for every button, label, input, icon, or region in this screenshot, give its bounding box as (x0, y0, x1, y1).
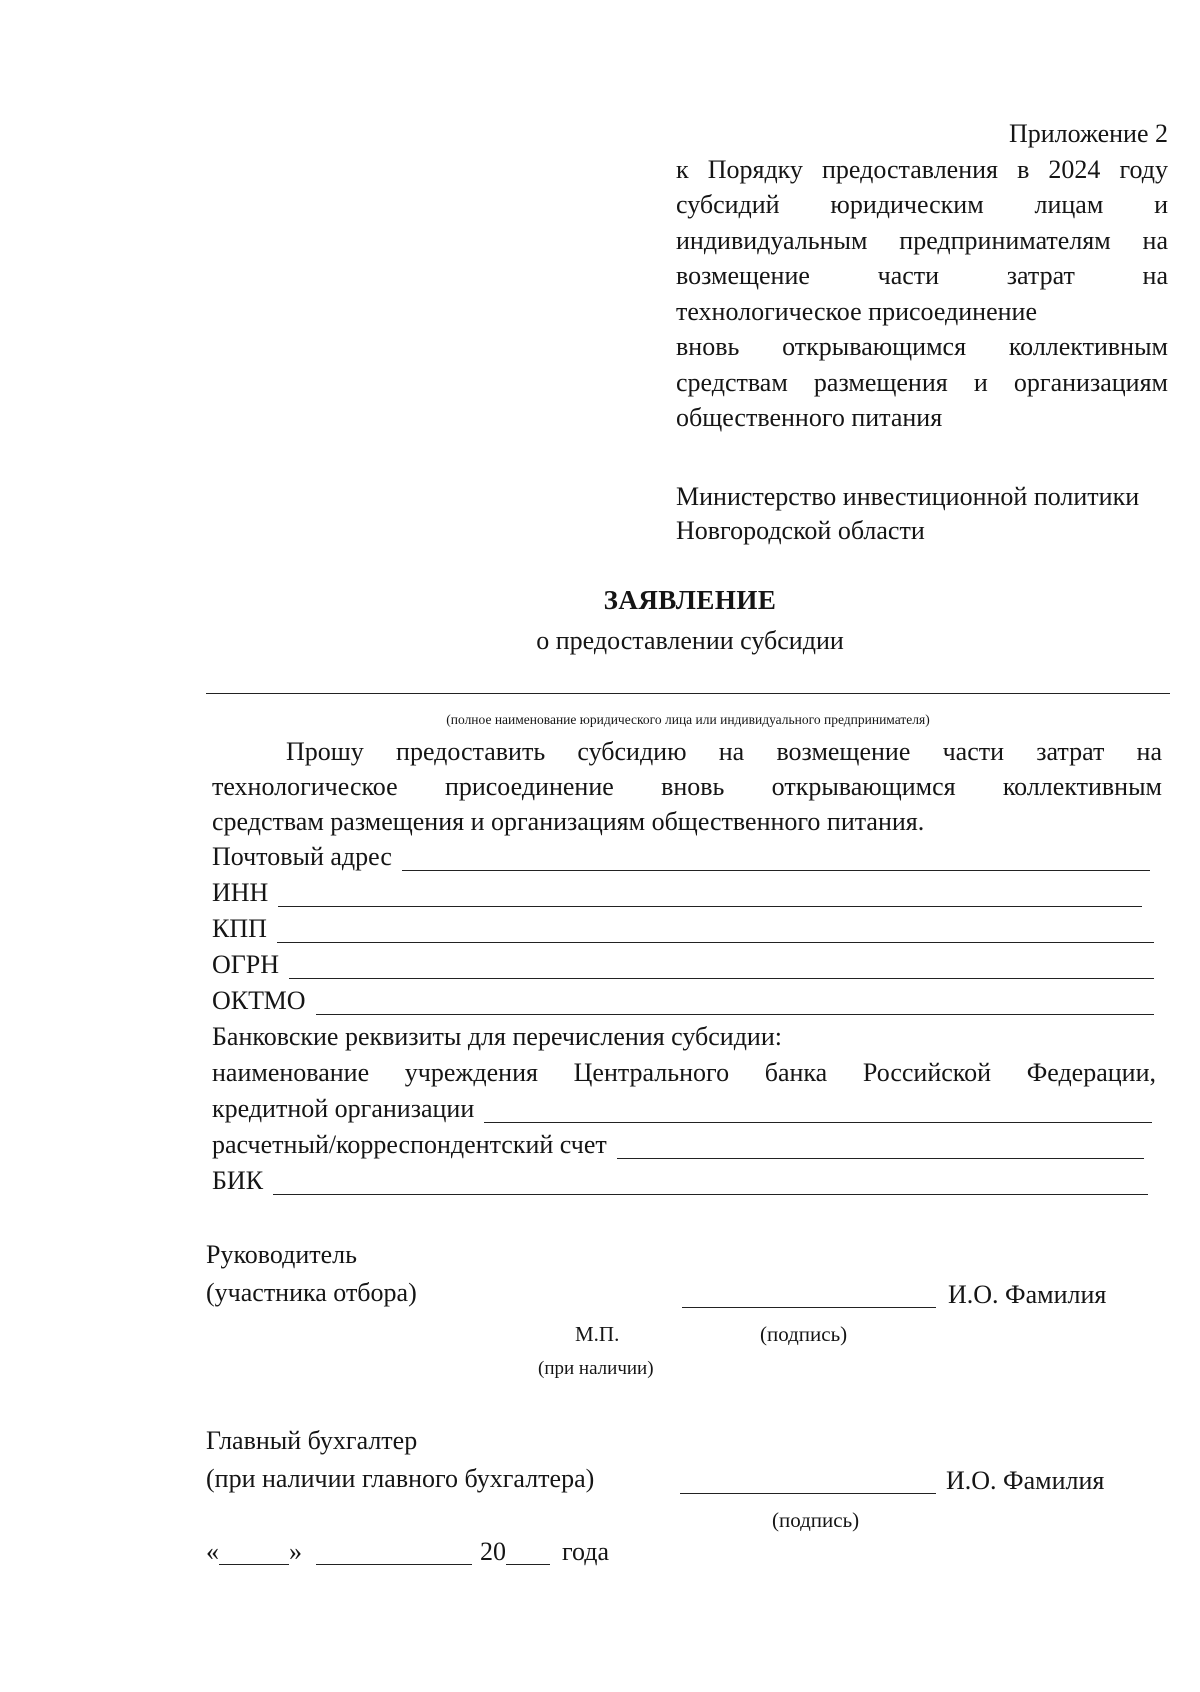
request-paragraph (212, 734, 1162, 839)
kpp-field[interactable] (277, 920, 1154, 943)
appendix-line: технологическое присоединение (676, 296, 1038, 326)
date-open-quote: « (206, 1537, 219, 1566)
document-subtitle: о предоставлении субсидии (536, 626, 844, 655)
oktmo-row (212, 986, 1154, 1016)
inn-label: ИНН (212, 878, 269, 907)
bik-row (212, 1166, 1148, 1196)
addressee-line: Министерство инвестиционной политики (676, 482, 1140, 511)
applicant-name-field[interactable] (206, 693, 1170, 694)
appendix-line: индивидуальным предпринимателям на (676, 225, 1168, 255)
appendix-line: к Порядку предоставления в 2024 году (676, 154, 1168, 184)
document-title: ЗАЯВЛЕНИЕ (603, 585, 777, 615)
account-row (212, 1130, 1144, 1160)
applicant-name-caption: (полное наименование юридического лица или индивидуального предпринимателя) (446, 712, 930, 727)
accountant-fio: И.О. Фамилия (946, 1466, 1105, 1495)
postal-address-row (212, 842, 1150, 872)
request-line: технологическое присоединение вновь открывающимся коллективным (212, 772, 1162, 801)
credit-org-row (212, 1094, 1152, 1124)
head-fio: И.О. Фамилия (948, 1280, 1107, 1309)
inn-row (212, 878, 1142, 908)
date-day-field[interactable] (219, 1544, 289, 1565)
bank-details-heading: Банковские реквизиты для перечисления субсидии: (212, 1022, 782, 1051)
kpp-row (212, 914, 1154, 944)
stamp-label: М.П. (575, 1322, 620, 1346)
head-role-label: Руководитель (206, 1240, 357, 1269)
accountant-role-note: (при наличии главного бухгалтера) (206, 1464, 595, 1493)
date-row (206, 1537, 609, 1567)
appendix-reference (676, 116, 1168, 436)
date-year-prefix: 20 (480, 1537, 506, 1566)
ogrn-label: ОГРН (212, 950, 280, 979)
bik-label: БИК (212, 1166, 264, 1195)
appendix-line: вновь открывающимся коллективным (676, 332, 1168, 361)
accountant-role-label: Главный бухгалтер (206, 1426, 418, 1455)
request-line: Прошу предоставить субсидию на возмещение части затрат на (286, 737, 1162, 766)
appendix-line: общественного питания (676, 403, 943, 432)
inn-field[interactable] (278, 884, 1142, 907)
postal-address-label: Почтовый адрес (212, 842, 392, 871)
date-close-quote: » (289, 1537, 302, 1566)
date-year-field[interactable] (506, 1544, 550, 1565)
addressee-line: Новгородской области (676, 516, 925, 545)
addressee (676, 480, 1176, 548)
date-year-suffix: года (562, 1537, 610, 1566)
kpp-label: КПП (212, 914, 267, 943)
head-signature-caption: (подпись) (760, 1322, 848, 1346)
appendix-number: Приложение 2 (1008, 119, 1168, 148)
oktmo-field[interactable] (316, 992, 1154, 1015)
appendix-line: субсидий юридическим лицам и (676, 190, 1168, 219)
bank-institution-line: наименование учреждения Центрального банка Российской Федерации, (212, 1058, 1156, 1087)
appendix-line: возмещение части затрат на (676, 261, 1168, 290)
bik-field[interactable] (273, 1172, 1148, 1195)
accountant-signature-caption: (подпись) (772, 1508, 860, 1532)
head-signature-field[interactable] (682, 1306, 936, 1308)
request-line: средствам размещения и организациям общественного питания. (212, 807, 925, 836)
postal-address-field[interactable] (402, 848, 1150, 871)
credit-org-field[interactable] (484, 1100, 1152, 1123)
account-field[interactable] (617, 1136, 1144, 1159)
oktmo-label: ОКТМО (212, 986, 306, 1015)
accountant-signature-field[interactable] (680, 1492, 936, 1494)
head-role-note: (участника отбора) (206, 1278, 417, 1307)
appendix-line: средствам размещения и организациям (676, 367, 1168, 397)
stamp-note: (при наличии) (538, 1358, 654, 1379)
ogrn-field[interactable] (289, 956, 1154, 979)
date-month-field[interactable] (316, 1544, 472, 1565)
account-label: расчетный/корреспондентский счет (212, 1130, 607, 1159)
credit-org-label: кредитной организации (212, 1094, 475, 1123)
ogrn-row (212, 950, 1154, 980)
